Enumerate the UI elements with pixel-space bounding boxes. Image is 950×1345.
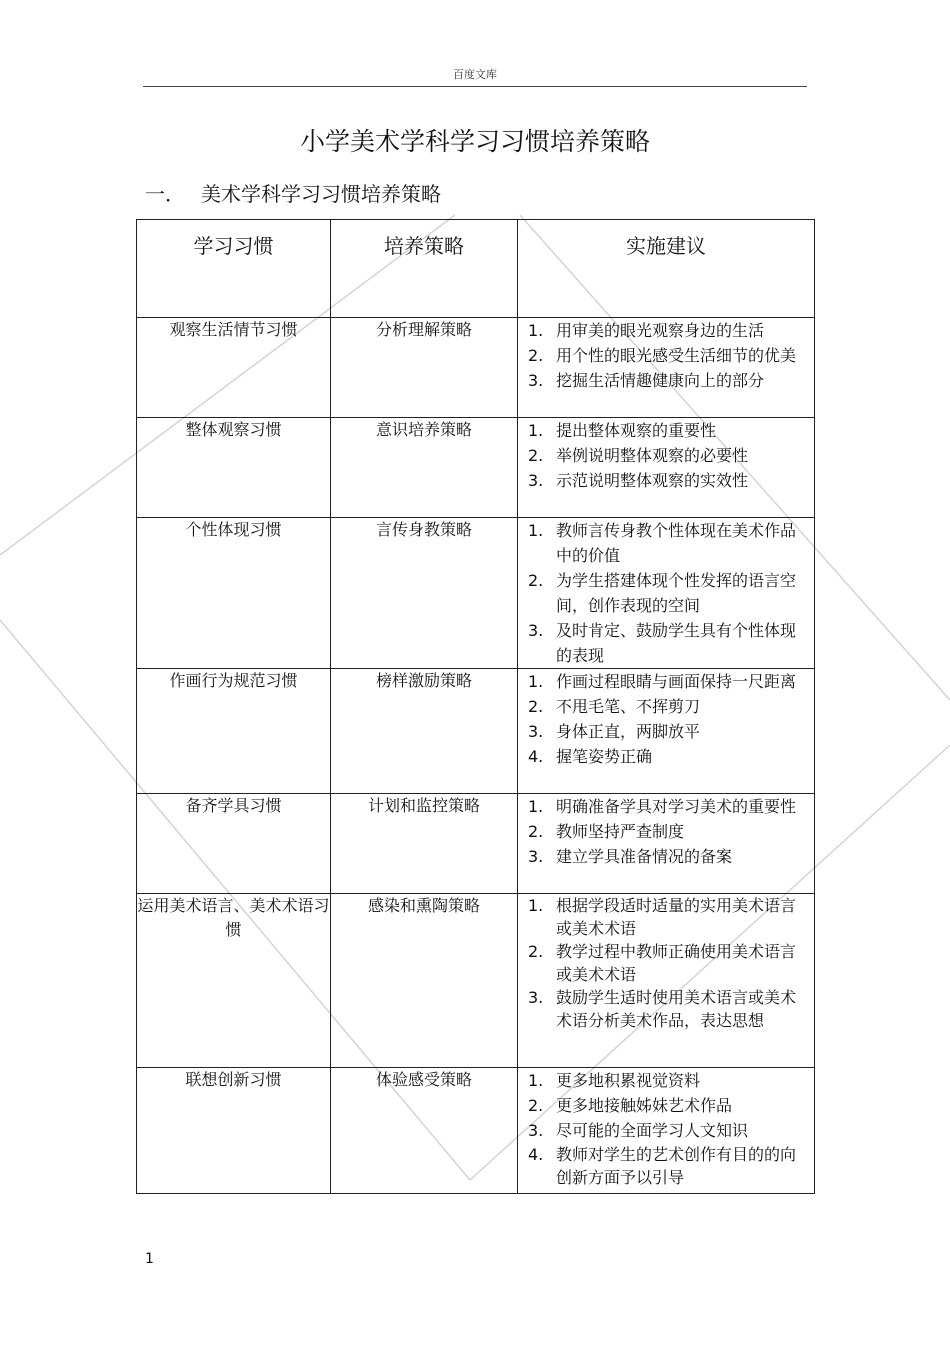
habit-cell: 作画行为规范习惯 xyxy=(137,669,331,794)
suggestion-item: 1. 根据学段适时适量的实用美术语言或美术术语 xyxy=(528,896,797,938)
habit-cell: 观察生活情节习惯 xyxy=(137,318,331,418)
suggestion-item: 1. 作画过程眼睛与画面保持一尺距离 xyxy=(528,672,797,691)
suggestion-item: 1. 教师言传身教个性体现在美术作品中的价值 xyxy=(528,521,797,565)
habit-cell: 整体观察习惯 xyxy=(137,418,331,518)
header-rule xyxy=(143,86,807,87)
table-row xyxy=(137,894,815,1068)
suggestion-cell xyxy=(518,794,815,894)
suggestion-item: 4. 教师对学生的艺术创作有目的的向创新方面予以引导 xyxy=(528,1145,797,1187)
suggestion-item: 2. 教学过程中教师正确使用美术语言或美术术语 xyxy=(528,942,797,984)
suggestion-item: 4. 握笔姿势正确 xyxy=(528,747,653,766)
suggestion-item: 2. 教师坚持严查制度 xyxy=(528,822,685,841)
suggestion-item: 3. 尽可能的全面学习人文知识 xyxy=(528,1121,749,1140)
strategy-cell: 体验感受策略 xyxy=(331,1068,518,1194)
suggestion-item: 2. 不甩毛笔、不挥剪刀 xyxy=(528,697,701,716)
habits-strategy-table xyxy=(136,219,815,1194)
suggestion-item: 1. 明确准备学具对学习美术的重要性 xyxy=(528,797,797,816)
column-header-strategy: 培养策略 xyxy=(331,220,518,318)
column-header-habit: 学习习惯 xyxy=(137,220,331,318)
section-heading xyxy=(145,178,441,207)
suggestion-item: 2. 更多地接触姊妹艺术作品 xyxy=(528,1096,733,1115)
suggestion-cell xyxy=(518,418,815,518)
suggestion-item: 3. 建立学具准备情况的备案 xyxy=(528,847,733,866)
table-row xyxy=(137,794,815,894)
strategy-cell: 计划和监控策略 xyxy=(331,794,518,894)
suggestion-item: 3. 鼓励学生适时使用美术语言或美术术语分析美术作品，表达思想 xyxy=(528,988,797,1030)
suggestion-item: 3. 身体正直，两脚放平 xyxy=(528,722,701,741)
table-row xyxy=(137,518,815,669)
table-row xyxy=(137,318,815,418)
suggestion-item: 1. 用审美的眼光观察身边的生活 xyxy=(528,321,765,340)
table-header-row xyxy=(137,220,815,318)
habit-cell: 运用美术语言、美术术语习惯 xyxy=(137,894,331,1068)
strategy-cell: 言传身教策略 xyxy=(331,518,518,669)
suggestion-item: 2. 为学生搭建体现个性发挥的语言空间，创作表现的空间 xyxy=(528,571,797,615)
habit-cell: 个性体现习惯 xyxy=(137,518,331,669)
suggestion-item: 1. 更多地积累视觉资料 xyxy=(528,1071,701,1090)
strategy-cell: 分析理解策略 xyxy=(331,318,518,418)
strategy-cell: 榜样激励策略 xyxy=(331,669,518,794)
habit-cell: 联想创新习惯 xyxy=(137,1068,331,1194)
column-header-suggestion: 实施建议 xyxy=(518,220,815,318)
table-row xyxy=(137,1068,815,1194)
table-row xyxy=(137,418,815,518)
habit-cell: 备齐学具习惯 xyxy=(137,794,331,894)
suggestion-item: 3. 及时肯定、鼓励学生具有个性体现的表现 xyxy=(528,621,797,665)
suggestion-cell xyxy=(518,518,815,669)
suggestion-item: 2. 用个性的眼光感受生活细节的优美 xyxy=(528,346,797,365)
section-number: 一． xyxy=(145,182,185,206)
suggestion-cell xyxy=(518,894,815,1068)
section-heading-text: 美术学科学习习惯培养策略 xyxy=(201,182,441,206)
suggestion-cell xyxy=(518,669,815,794)
suggestion-item: 1. 提出整体观察的重要性 xyxy=(528,421,717,440)
table-row xyxy=(137,669,815,794)
page-number: 1 xyxy=(145,1251,154,1267)
suggestion-cell xyxy=(518,318,815,418)
suggestion-item: 3. 挖掘生活情趣健康向上的部分 xyxy=(528,371,765,390)
page-header: 百度文库 xyxy=(453,68,497,81)
document-title: 小学美术学科学习习惯培养策略 xyxy=(299,127,650,156)
strategy-cell: 感染和熏陶策略 xyxy=(331,894,518,1068)
strategy-cell: 意识培养策略 xyxy=(331,418,518,518)
suggestion-item: 2. 举例说明整体观察的必要性 xyxy=(528,446,749,465)
suggestion-cell xyxy=(518,1068,815,1194)
suggestion-item: 3. 示范说明整体观察的实效性 xyxy=(528,471,749,490)
